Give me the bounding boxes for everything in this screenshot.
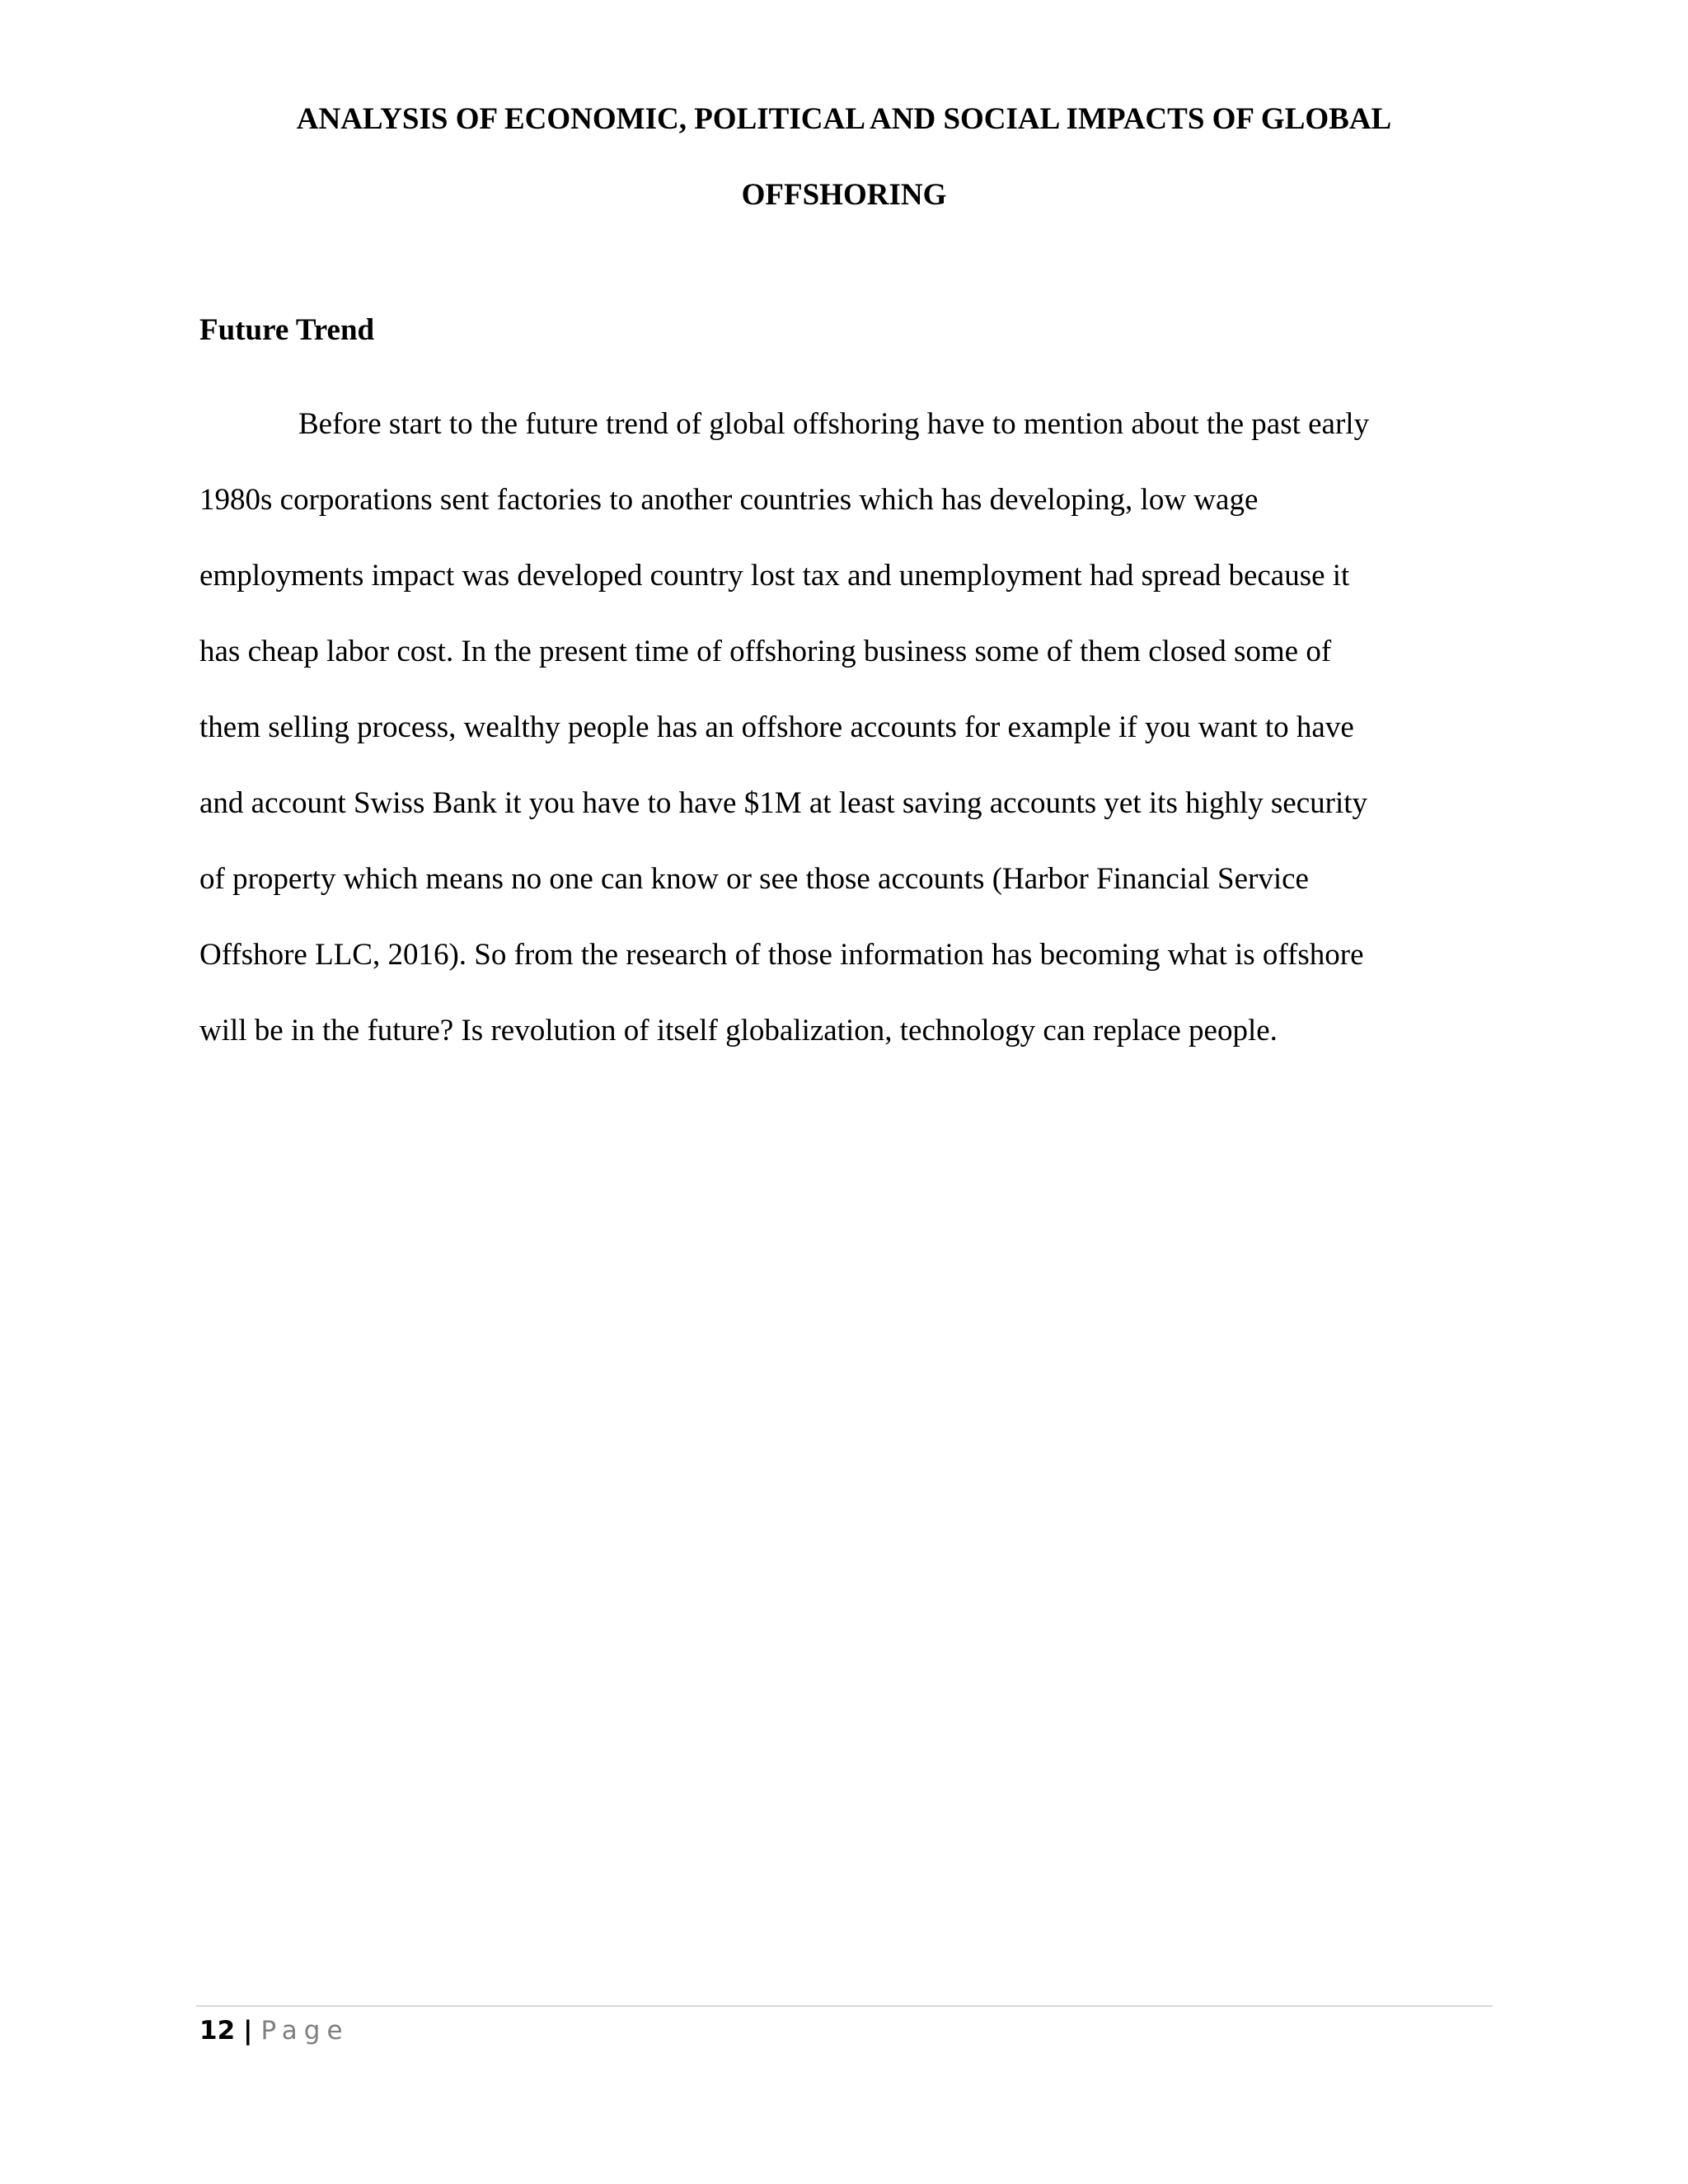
paragraph-line: will be in the future? Is revolution of itself globalization, technology can replace people. [199, 1014, 1278, 1047]
paragraph-line: Offshore LLC, 2016). So from the research of those information has becoming what is offshore [199, 938, 1364, 972]
paragraph-line: 1980s corporations sent factories to another countries which has developing, low wage [199, 483, 1259, 517]
paragraph-line: has cheap labor cost. In the present time of offshoring business some of them closed some of [199, 635, 1332, 668]
paragraph-line: of property which means no one can know or see those accounts (Harbor Financial Service [199, 862, 1309, 896]
document-title-line-2: OFFSHORING [741, 178, 947, 212]
paragraph-line: employments impact was developed country lost tax and unemployment had spread because it [199, 559, 1350, 593]
page-footer [199, 2018, 349, 2044]
paragraph-line: Before start to the future trend of global offshoring have to mention about the past early [298, 407, 1370, 441]
footer-divider [196, 2005, 1493, 2007]
page-label: Page [260, 2016, 349, 2046]
footer-separator: | [243, 2016, 253, 2046]
paragraph-line: them selling process, wealthy people has an offshore accounts for example if you want to have [199, 710, 1354, 744]
section-heading: Future Trend [199, 313, 375, 347]
paragraph-line: and account Swiss Bank it you have to have $1M at least saving accounts yet its highly security [199, 786, 1368, 820]
document-title-line-1: ANALYSIS OF ECONOMIC, POLITICAL AND SOCIAL IMPACTS OF GLOBAL [296, 102, 1392, 136]
page-number: 12 [199, 2016, 236, 2046]
